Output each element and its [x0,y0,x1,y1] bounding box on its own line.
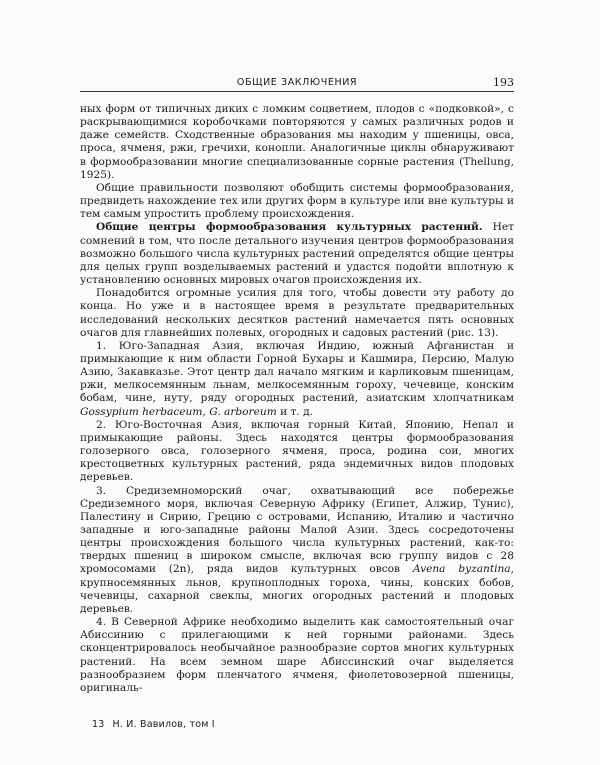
paragraph: ных форм от типичных диких с ломким соцветием, плодов с «подковкой», с раскрывающимися коробочками повторяются у самых различных родов и даже семейств. Сходственные образования мы находим у пшеницы, овса, проса, ячменя, ржи, гречихи, конопли. Аналогичные циклы обнаруживают в формообразовании многие специализованные сорные растения (Thellung, 1925). [80,103,514,181]
paragraph-text: 3. Средиземноморский очаг, охватывающий все побережье Средиземного моря, включая Северную Африку (Египет, Алжир, Тунис), Палестину и Сирию, Грецию с островами, Испанию, Италию и частично западные и юго-западные районы Малой Азии. Здесь сосредоточены центры происхождения большого числа культурных растений, как-то: твердых пшениц в широком смысле, включая всю группу видов с 28 хромосомами (2n), ряда видов культурных овсов [80,484,514,576]
paragraph [80,340,514,419]
footer-text: Н. И. Вавилов, том I [112,719,215,730]
paragraph [80,221,514,287]
paragraph [80,485,514,617]
body-text [80,103,514,695]
running-header [80,77,514,92]
species-name: Avena byzantina [412,563,511,576]
paragraph-text: , [202,405,210,418]
paragraph-text: и т. д. [276,405,314,418]
species-name: G. arboreum [209,405,277,418]
section-heading: Общие центры формообразования культурных растений. [96,221,483,234]
page-number: 193 [493,76,514,89]
species-name: Gossypium herbaceum [80,405,203,418]
paragraph: 2. Юго-Восточная Азия, включая горный Китай, Японию, Непал и примыкающие районы. Здесь находятся центры формообразования голозерного овса, голозерного ячменя, проса, родина сои, многих крестоцветных культурных растений, ряда эндемичных видов плодовых деревьев. [80,418,514,484]
paragraph-text: , крупносемянных льнов, крупноплодных гороха, чины, конских бобов, чечевицы, сахарной свеклы, многих огородных растений и плодовых деревьев. [80,563,514,615]
paragraph-text: 1. Юго-Западная Азия, включая Индию, южный Афганистан и примыкающие к ним области Горной Бухары и Кашмира, Персию, Малую Азию, Закавказье. Этот центр дал начало мягким и карликовым пшеницам, ржи, мелкосемянным льнам, мелкосемянным гороху, чечевице, конским бобам, чине, нуту, ряду огородных растений, азиатским хлопчатникам [80,339,514,405]
paragraph: Понадобится огромные усилия для того, чтобы довести эту работу до конца. Но уже и в настоящее время в результате предварительных исследований нескольких десятков растений намечается пять основных очагов для главнейших полевых, огородных и садовых растений (рис. 13). [80,287,514,339]
running-title: ОБЩИЕ ЗАКЛЮЧЕНИЯ [236,77,358,88]
paragraph-text: Нет сомнений в том, что после детального изучения центров формообразования возможно большого числа культурных растений определятся общие центры для целых групп возделываемых растений и удастся подойти вплотную к установлению основных мировых очагов происхождения их. [80,221,514,287]
paragraph: Общие правильности позволяют обобщить системы формообразования, предвидеть нахождение тех или других форм в культуре или вне культуры и тем самым упростить проблему происхождения. [80,181,514,221]
signature-mark: 13 [92,719,105,730]
page-footer [92,719,215,730]
paragraph: 4. В Северной Африке необходимо выделить как самостоятельный очаг Абиссинию с прилегающими к ней горными районами. Здесь сконцентрировалось необычайное разнообразие сортов многих культурных растений. На всем земном шаре Абиссинский очаг выделяется разнообразием форм пленчатого ячменя, фиолетовозерной пшеницы, оригиналь- [80,616,514,694]
